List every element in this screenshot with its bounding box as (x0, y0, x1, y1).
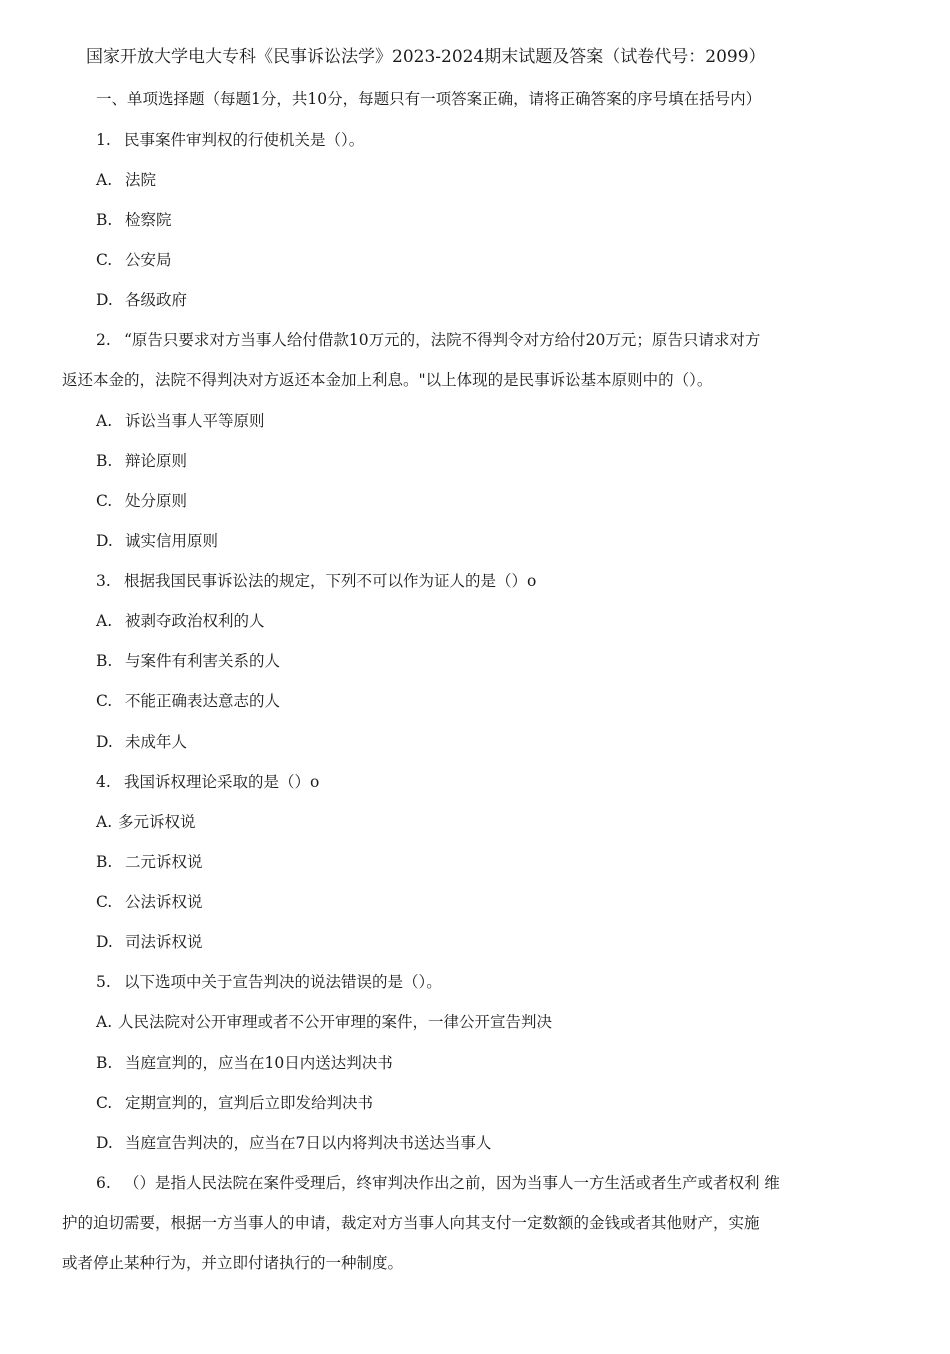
question-number: 4. (96, 773, 111, 791)
option-label: C. (96, 492, 113, 510)
question-text: （）是指人民法院在案件受理后，终审判决作出之前，因为当事人一方生活或者生产或者权利 维 (124, 1174, 780, 1192)
question-number: 1. (96, 131, 111, 149)
option-label: A. (96, 412, 113, 430)
option-4b (96, 849, 203, 875)
question-1 (96, 127, 364, 153)
option-label: B. (96, 853, 113, 871)
option-text: 处分原则 (125, 492, 188, 510)
option-label: A. (96, 813, 113, 831)
question-text: “原告只要求对方当事人给付借款10万元的，法院不得判令对方给付20万元；原告只请求对方 (124, 331, 761, 349)
question-5 (96, 969, 442, 995)
option-label: A. (96, 1013, 113, 1031)
section-heading: 一、单项选择题（每题1分，共10分，每题只有一项答案正确，请将正确答案的序号填在括号内） (96, 90, 762, 108)
option-5b (96, 1050, 393, 1076)
option-text: 当庭宣告判决的，应当在7日以内将判决书送达当事人 (125, 1134, 492, 1152)
option-2b (96, 448, 187, 474)
option-text: 人民法院对公开审理或者不公开审理的案件，一律公开宣告判决 (118, 1013, 553, 1031)
question-6-continuation-2: 或者停止某种行为，并立即付诸执行的一种制度。 (62, 1254, 404, 1272)
option-2a (96, 408, 265, 434)
option-3c (96, 688, 280, 714)
option-3d (96, 729, 187, 755)
option-label: D. (96, 532, 113, 550)
option-label: D. (96, 291, 113, 309)
question-text: 以下选项中关于宣告判决的说法错误的是（）。 (124, 973, 442, 991)
option-label: C. (96, 692, 113, 710)
option-2d (96, 528, 218, 554)
option-text: 不能正确表达意志的人 (125, 692, 281, 710)
option-text: 法院 (125, 171, 157, 189)
question-2 (96, 327, 760, 353)
option-5a (96, 1009, 552, 1035)
option-text: 当庭宣判的，应当在10日内送达判决书 (125, 1054, 393, 1072)
option-text: 各级政府 (125, 291, 188, 309)
option-text: 公法诉权说 (125, 893, 203, 911)
option-4d (96, 929, 203, 955)
option-label: C. (96, 893, 113, 911)
option-text: 多元诉权说 (118, 813, 196, 831)
option-4a (96, 809, 196, 835)
option-label: D. (96, 1134, 113, 1152)
option-text: 与案件有利害关系的人 (125, 652, 281, 670)
option-text: 被剥夺政治权利的人 (125, 612, 265, 630)
option-3b (96, 648, 280, 674)
question-number: 5. (96, 973, 111, 991)
option-label: D. (96, 733, 113, 751)
option-1b (96, 207, 172, 233)
question-6-continuation: 护的迫切需要，根据一方当事人的申请，裁定对方当事人向其支付一定数额的金钱或者其他财产，实施 (62, 1214, 760, 1232)
question-text: 民事案件审判权的行使机关是（）。 (124, 131, 365, 149)
question-2-continuation: 返还本金的，法院不得判决对方返还本金加上利息。"以上体现的是民事诉讼基本原则中的（）。 (62, 371, 713, 389)
question-number: 6. (96, 1174, 111, 1192)
option-text: 公安局 (125, 251, 172, 269)
question-number: 2. (96, 331, 111, 349)
option-text: 二元诉权说 (125, 853, 203, 871)
option-label: C. (96, 251, 113, 269)
option-label: B. (96, 652, 113, 670)
option-4c (96, 889, 203, 915)
option-text: 检察院 (125, 211, 172, 229)
option-3a (96, 608, 265, 634)
option-label: B. (96, 211, 113, 229)
option-label: B. (96, 452, 113, 470)
question-4 (96, 769, 319, 795)
option-2c (96, 488, 187, 514)
option-text: 定期宣判的，宣判后立即发给判决书 (125, 1094, 374, 1112)
option-text: 未成年人 (125, 733, 188, 751)
question-text: 根据我国民事诉讼法的规定，下列不可以作为证人的是（）o (124, 572, 537, 590)
question-text: 我国诉权理论采取的是（）o (124, 773, 320, 791)
option-label: B. (96, 1054, 113, 1072)
option-text: 诚实信用原则 (125, 532, 219, 550)
option-label: A. (96, 171, 113, 189)
question-number: 3. (96, 572, 111, 590)
option-text: 司法诉权说 (125, 933, 203, 951)
option-text: 诉讼当事人平等原则 (125, 412, 265, 430)
option-text: 辩论原则 (125, 452, 188, 470)
option-1a (96, 167, 156, 193)
question-6 (96, 1170, 780, 1196)
option-label: D. (96, 933, 113, 951)
option-label: C. (96, 1094, 113, 1112)
question-3 (96, 568, 536, 594)
document-title: 国家开放大学电大专科《民事诉讼法学》2023-2024期末试题及答案（试卷代号：2099） (86, 47, 766, 67)
option-1c (96, 247, 172, 273)
option-5c (96, 1090, 373, 1116)
option-label: A. (96, 612, 113, 630)
option-1d (96, 287, 187, 313)
option-5d (96, 1130, 491, 1156)
